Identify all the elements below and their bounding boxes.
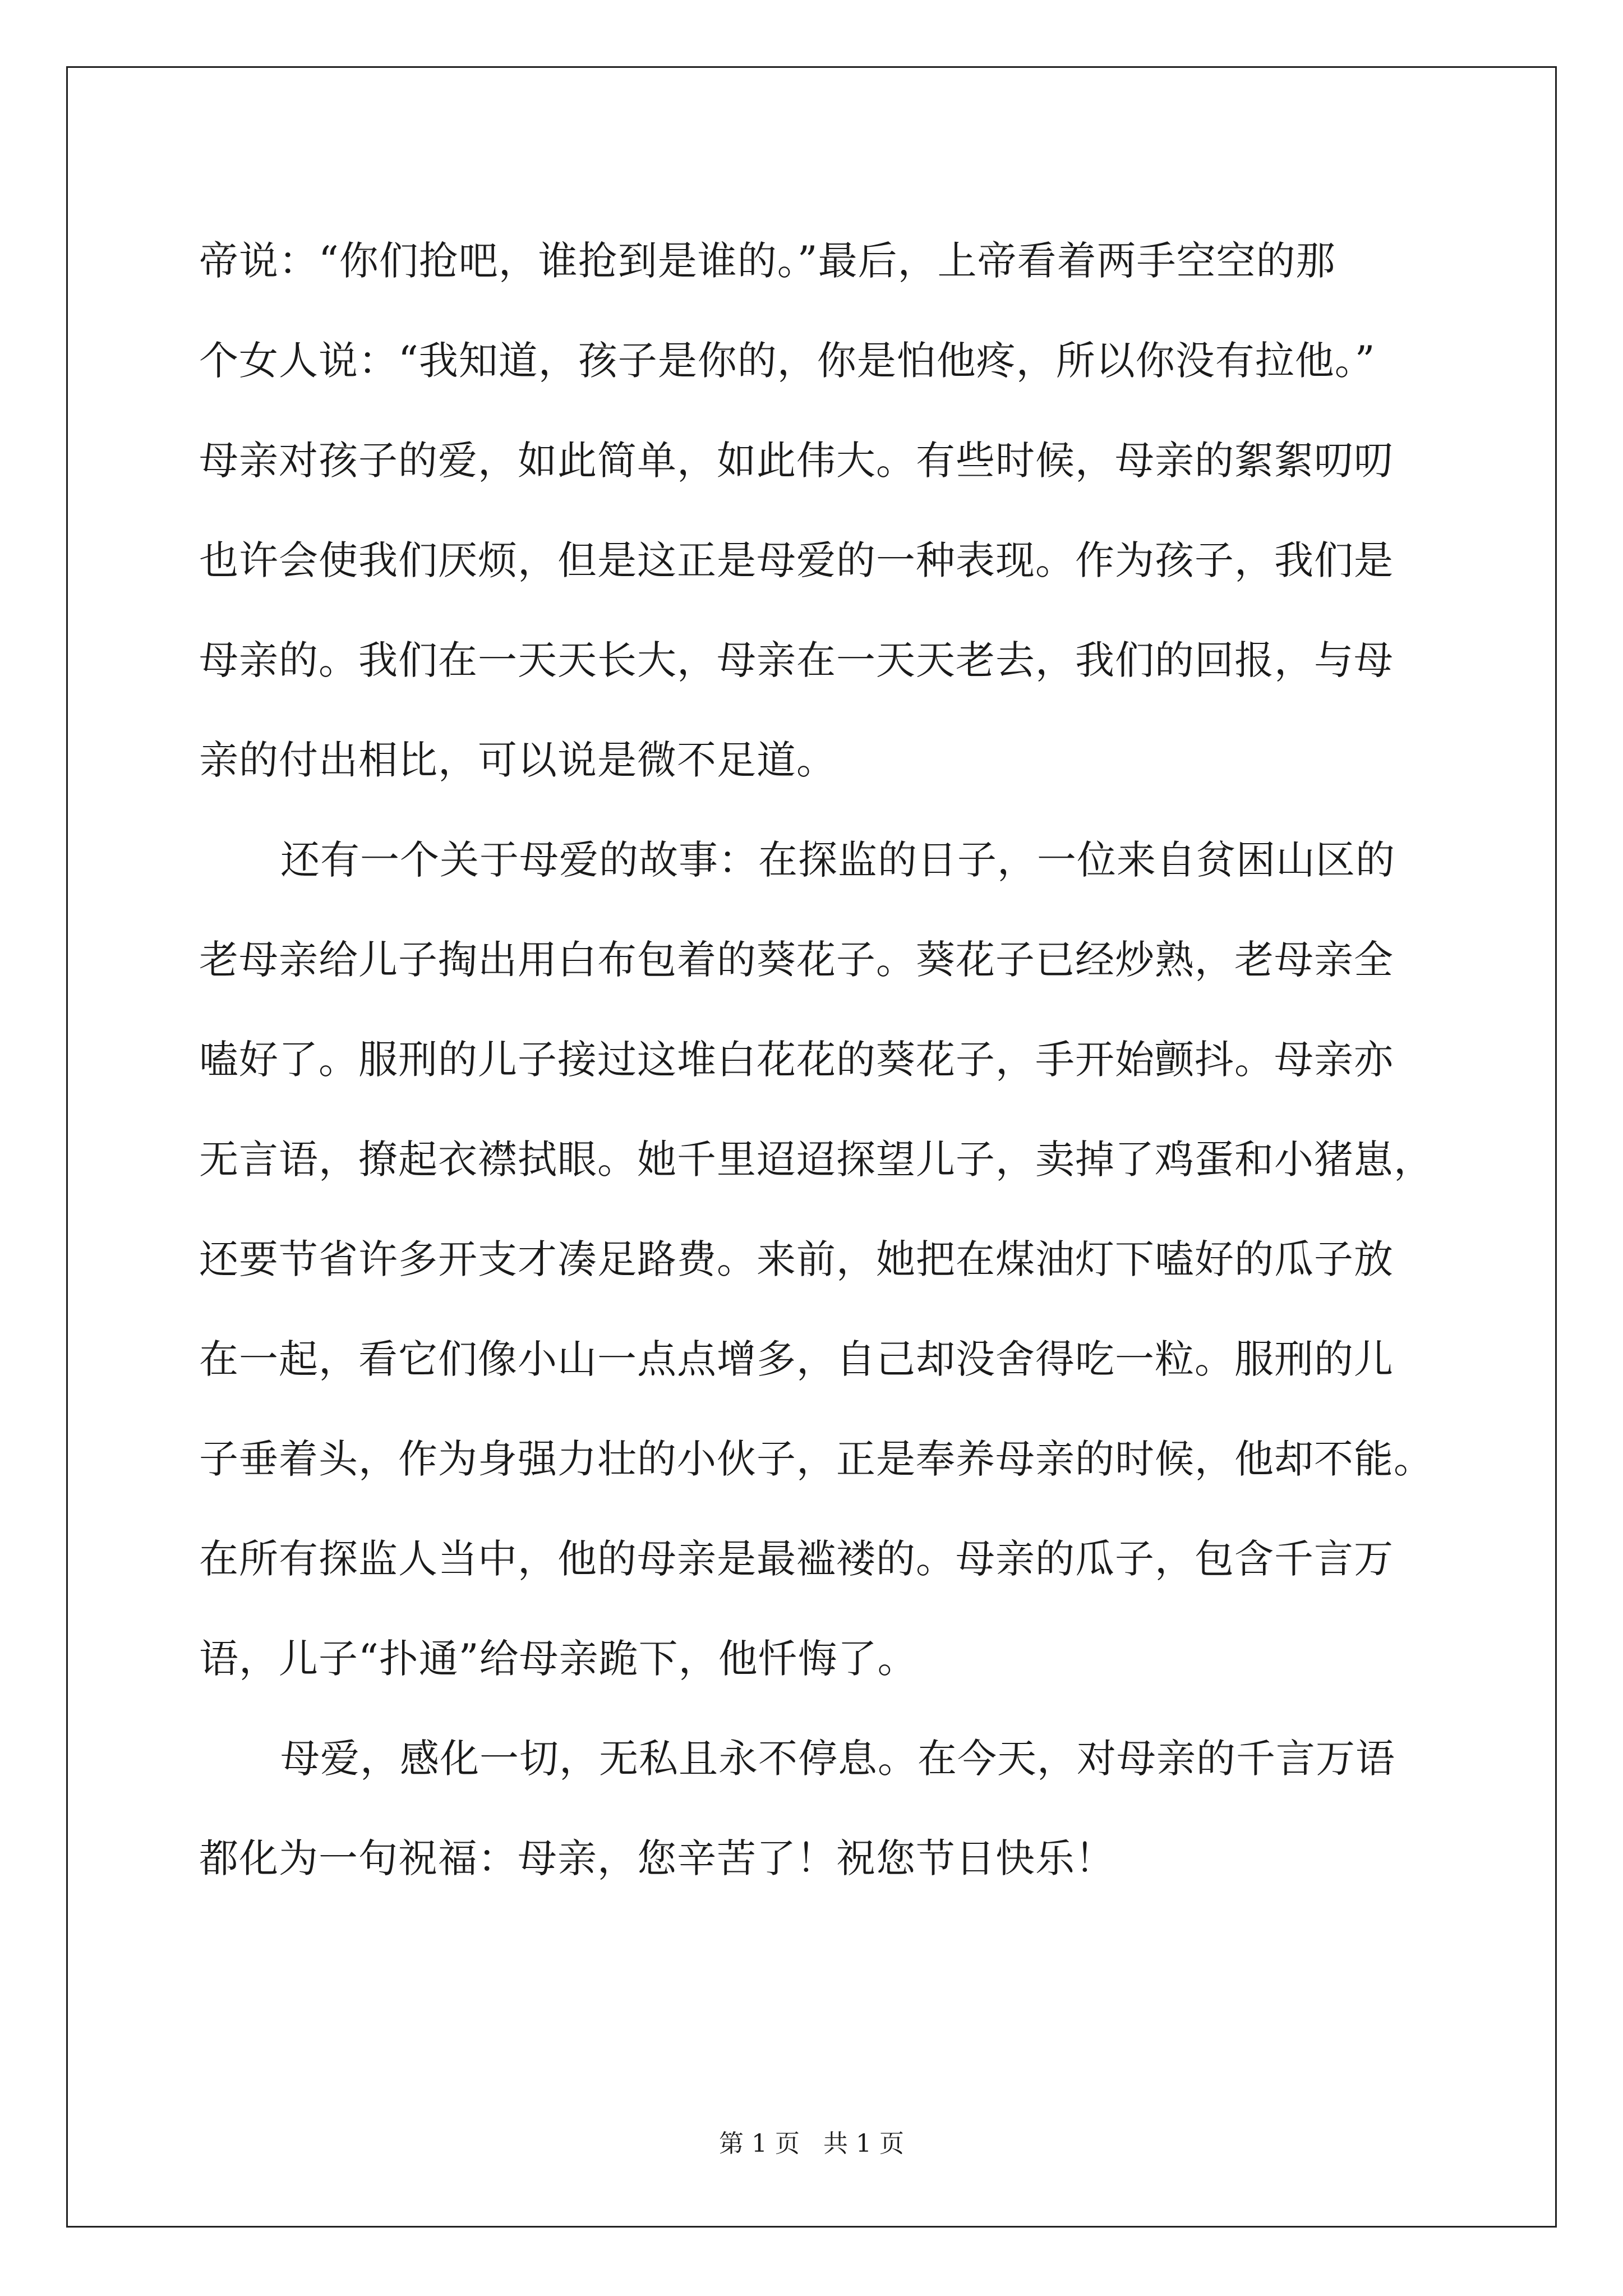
text-line: 母亲的。我们在一天天长大，母亲在一天天老去，我们的回报，与母: [199, 637, 1394, 683]
text-line: 亲的付出相比，可以说是微不足道。: [199, 737, 836, 783]
text-line: 老母亲给儿子掏出用白布包着的葵花子。葵花子已经炒熟，老母亲全: [199, 937, 1394, 983]
text-line: 都化为一句祝福：母亲，您辛苦了！祝您节日快乐！: [199, 1835, 1115, 1881]
text-line: 还要节省许多开支才凑足路费。来前，她把在煤油灯下嗑好的瓜子放: [199, 1236, 1394, 1282]
text-line: 语，儿子“扑通”给母亲跪下，他忏悔了。: [199, 1636, 917, 1682]
text-line: 帝说：“你们抢吧，谁抢到是谁的。”最后，上帝看着两手空空的那: [199, 238, 1336, 284]
text-line: 也许会使我们厌烦，但是这正是母爱的一种表现。作为孩子，我们是: [199, 537, 1394, 583]
text-line: 在所有探监人当中，他的母亲是最褴褛的。母亲的瓜子，包含千言万: [199, 1536, 1394, 1582]
text-line: 母亲对孩子的爱，如此简单，如此伟大。有些时候，母亲的絮絮叨叨: [199, 438, 1394, 484]
text-line: 嗑好了。服刑的儿子接过这堆白花花的葵花子，手开始颤抖。母亲亦: [199, 1037, 1394, 1083]
text-line: 在一起，看它们像小山一点点增多，自己却没舍得吃一粒。服刑的儿: [199, 1336, 1394, 1382]
text-line: 还有一个关于母爱的故事：在探监的日子，一位来自贫困山区的: [280, 837, 1395, 883]
text-line: 个女人说：“我知道，孩子是你的，你是怕他疼，所以你没有拉他。”: [199, 338, 1376, 384]
text-line: 无言语，撩起衣襟拭眼。她千里迢迢探望儿子，卖掉了鸡蛋和小猪崽，: [199, 1137, 1433, 1182]
page-number: 第 1 页 共 1 页: [719, 2129, 904, 2158]
text-line: 母爱，感化一切，无私且永不停息。在今天，对母亲的千言万语: [280, 1736, 1395, 1782]
text-line: 子垂着头，作为身强力壮的小伙子，正是奉养母亲的时候，他却不能。: [199, 1436, 1433, 1482]
document-body: [199, 211, 1433, 1908]
